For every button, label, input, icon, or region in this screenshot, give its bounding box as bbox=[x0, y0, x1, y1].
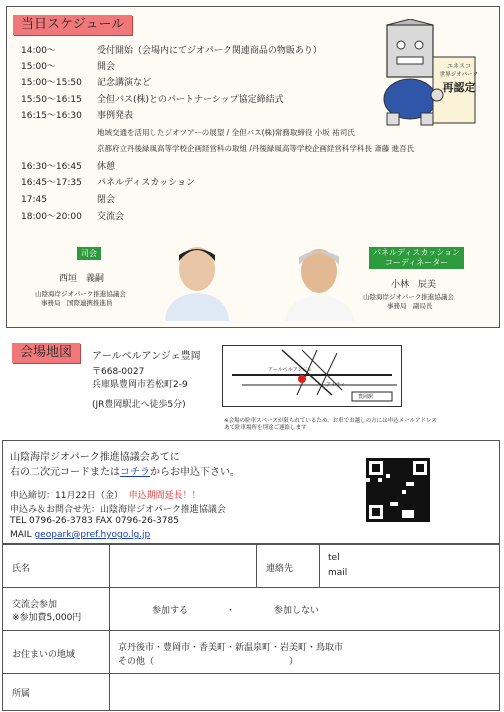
schedule-time: 15:00～15:50 bbox=[21, 78, 82, 88]
coordinator-photo bbox=[279, 239, 361, 321]
map-label-venue: アールベルアンジェ bbox=[268, 367, 313, 373]
schedule-time: 16:15～16:30 bbox=[21, 111, 82, 121]
schedule-time: 15:50～16:15 bbox=[21, 95, 82, 105]
map-label-store: アイティ bbox=[326, 382, 346, 388]
schedule-event: 事例発表 bbox=[97, 111, 134, 121]
form-contact-input[interactable] bbox=[319, 544, 500, 588]
schedule-time: 16:30～16:45 bbox=[21, 162, 82, 172]
schedule-time: 15:00～ bbox=[21, 62, 56, 72]
moderator-photo bbox=[157, 239, 237, 321]
map-label-station: 豊岡駅 bbox=[358, 394, 374, 400]
form-mail-label: mail bbox=[328, 568, 348, 578]
mail-link[interactable]: geopark@pref.hyogo.lg.jp bbox=[34, 530, 151, 540]
moderator-name: 西垣 義嗣 bbox=[59, 274, 105, 284]
venue-address: 兵庫県豊岡市若松町2-9 bbox=[92, 380, 188, 390]
form-party-label: 交流会参加 bbox=[12, 600, 58, 610]
moderator-affil-1: 山陰海岸ジオパーク推進協議会 bbox=[35, 290, 126, 298]
venue-postal: 〒668-0027 bbox=[92, 367, 145, 377]
venue-name: アールベルアンジェ豊岡 bbox=[92, 351, 201, 362]
schedule-event: 開会 bbox=[97, 62, 116, 72]
schedule-event: 京都府立丹後緑風高等学校企画経営科の取組 /丹後緑風高等学校企画経営科学科長 斎藤 進吾氏 bbox=[97, 144, 415, 153]
coordinator-name: 小林 辰美 bbox=[391, 280, 437, 290]
schedule-time: 17:45 bbox=[21, 195, 47, 205]
badge-text: ユネスコ 世界ジオパーク 再認定 bbox=[439, 63, 479, 94]
apply-link[interactable]: コチラ bbox=[120, 467, 150, 478]
option-separator: ・ bbox=[226, 606, 236, 616]
form-affil-input[interactable] bbox=[109, 673, 500, 711]
parking-note: ※会場の駐車スペースが限られているため、お車でお越しの方には申込メールアドレスあて駐車場所を別途ご連絡します bbox=[224, 418, 437, 431]
venue-map bbox=[222, 345, 402, 407]
region-options[interactable]: 京丹後市・豊岡市・香美町・新温泉町・岩美町・鳥取市 bbox=[118, 643, 344, 653]
schedule-event: 記念講演など bbox=[97, 78, 152, 88]
qr-code[interactable] bbox=[366, 458, 430, 522]
moderator-affil-2: 事務局 国際連携推進員 bbox=[41, 299, 113, 307]
coordinator-affil-2: 事務局 副局長 bbox=[387, 302, 433, 310]
attend-option[interactable]: 参加する bbox=[152, 606, 189, 616]
coordinator-role: パネルディスカッション コーディネーター bbox=[369, 247, 464, 269]
form-tel-label: tel bbox=[328, 553, 340, 563]
deadline-extended: 申込期間延長！！ bbox=[128, 491, 201, 501]
apply-contact: 申込み＆お問合せ先：山陰海岸ジオパーク推進協議会 bbox=[10, 505, 226, 515]
form-affil-label: 所属 bbox=[12, 689, 31, 699]
region-other[interactable]: その他（ ） bbox=[118, 657, 299, 667]
form-name-input[interactable] bbox=[109, 544, 257, 588]
coordinator-affil-1: 山陰海岸ジオパーク推進協議会 bbox=[363, 293, 454, 301]
schedule-time: 16:45～17:35 bbox=[21, 178, 82, 188]
moderator-role: 司会 bbox=[77, 247, 101, 260]
schedule-event: 閉会 bbox=[97, 195, 116, 205]
no-attend-option[interactable]: 参加しない bbox=[274, 606, 320, 616]
schedule-time: 14:00～ bbox=[21, 46, 56, 56]
apply-line2: 右の二次元コードまたはコチラからお申込下さい。 bbox=[10, 467, 240, 478]
schedule-event: パネルディスカッション bbox=[97, 178, 196, 188]
apply-deadline: 申込締切：11月22日（金） 申込期間延長！！ bbox=[10, 491, 201, 501]
schedule-event: 休憩 bbox=[97, 162, 116, 172]
apply-line1: 山陰海岸ジオパーク推進協議会あてに bbox=[10, 452, 180, 463]
form-party-fee: ※参加費5,000円 bbox=[12, 613, 82, 623]
schedule-event: 受付開始（会場内にてジオパーク関連商品の物販あり） bbox=[97, 46, 322, 56]
schedule-title: 当日スケジュール bbox=[13, 15, 132, 35]
schedule-time: 18:00～20:00 bbox=[21, 212, 82, 222]
schedule-event: 交流会 bbox=[97, 212, 125, 222]
form-region-label: お住まいの地域 bbox=[12, 650, 76, 660]
form-name-label: 氏名 bbox=[12, 564, 31, 574]
apply-mail: MAIL geopark@pref.hyogo.lg.jp bbox=[10, 530, 151, 540]
schedule-event: 全但バス(株)とのパートナーシップ協定締結式 bbox=[97, 95, 284, 105]
venue-access: (JR豊岡駅北へ徒歩5分) bbox=[92, 400, 186, 410]
venue-title: 会場地図 bbox=[12, 343, 80, 363]
form-contact-label: 連絡先 bbox=[266, 564, 294, 574]
schedule-event: 地域交通を活用したジオツアーの展望 / 全但バス(株)常務取締役 小坂 祐司氏 bbox=[97, 128, 355, 137]
apply-tel: TEL 0796-26-3783 FAX 0796-26-3785 bbox=[10, 516, 179, 526]
schedule-panel bbox=[6, 6, 500, 328]
